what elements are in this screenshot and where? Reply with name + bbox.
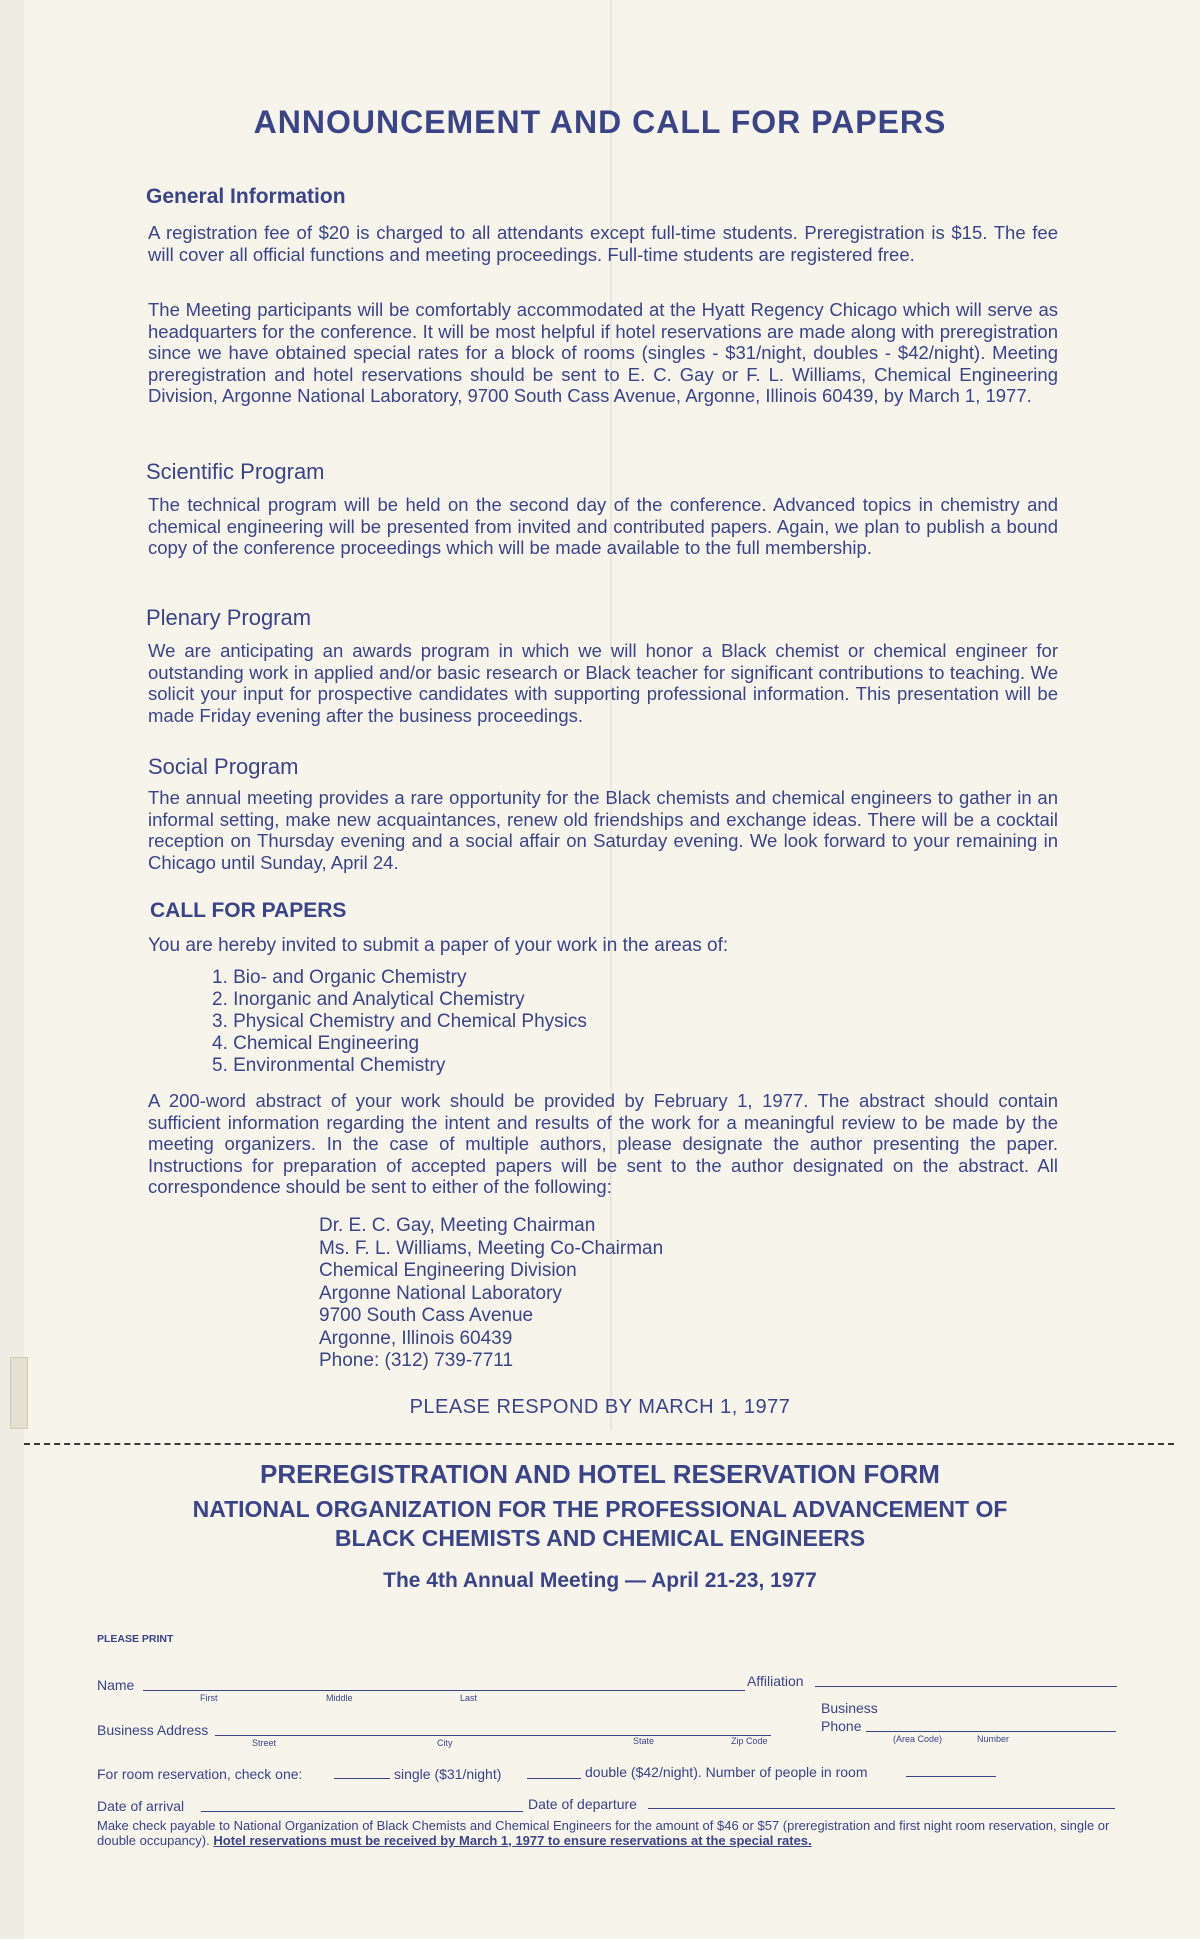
respond-by-notice: PLEASE RESPOND BY MARCH 1, 1977	[409, 1396, 791, 1418]
state-caption: State	[633, 1736, 655, 1746]
organization-name-line-2: BLACK CHEMISTS AND CHEMICAL ENGINEERS	[334, 1525, 866, 1551]
contact-line: Argonne, Illinois 60439	[319, 1327, 513, 1349]
first-name-caption: First	[200, 1693, 218, 1703]
please-print-label: PLEASE PRINT	[97, 1633, 174, 1645]
list-item: 1. Bio- and Organic Chemistry	[212, 967, 467, 988]
departure-date-field[interactable]	[648, 1808, 1115, 1809]
name-label: Name	[97, 1677, 135, 1693]
single-room-option: single ($31/night)	[394, 1766, 502, 1782]
room-reservation-label: For room reservation, check one:	[97, 1766, 303, 1782]
list-item: 2. Inorganic and Analytical Chemistry	[212, 989, 525, 1010]
plenary-program-heading: Plenary Program	[146, 605, 312, 630]
call-for-papers-heading: CALL FOR PAPERS	[150, 899, 347, 922]
social-program-paragraph: The annual meeting provides a rare opportunity for the Black chemists and chemical engineers to gather in an informal setting, make new acquaintances, renew old friendships and exchange ideas. There will be a cocktail reception on Thursday evening and a social affair on Saturday evening. We look forward to your remaining in Chicago until Sunday, April 24.	[148, 787, 1058, 873]
business-address-label: Business Address	[97, 1722, 209, 1738]
contact-line: Ms. F. L. Williams, Meeting Co-Chairman	[319, 1237, 664, 1259]
area-code-caption: (Area Code)	[893, 1734, 943, 1744]
contact-line: Dr. E. C. Gay, Meeting Chairman	[319, 1215, 596, 1236]
general-information-paragraph-1: A registration fee of $20 is charged to all attendants except full-time students. Preregistration is $15. The fee will cover all official functions and meeting proceedings. Full-time students are registered free.	[148, 222, 1058, 265]
list-item: 4. Chemical Engineering	[212, 1033, 420, 1054]
name-field[interactable]	[143, 1690, 745, 1691]
affiliation-field[interactable]	[815, 1686, 1117, 1687]
payment-instructions: Make check payable to National Organization of Black Chemists and Chemical Engineers for the amount of $46 or $57 (preregistration and first night room reservation, single or double occupancy).	[97, 1818, 1110, 1848]
organization-name	[0, 1495, 1200, 1553]
contact-line: Argonne National Laboratory	[319, 1282, 562, 1304]
contact-address-block	[319, 1215, 663, 1373]
last-name-caption: Last	[460, 1693, 478, 1703]
hotel-deadline-notice: Hotel reservations must be received by March 1, 1977 to ensure reservations at the special rates.	[213, 1833, 812, 1848]
payment-note	[97, 1818, 1125, 1848]
meeting-dates: The 4th Annual Meeting — April 21-23, 1977	[383, 1569, 817, 1592]
list-item: 3. Physical Chemistry and Chemical Physics	[212, 1011, 587, 1032]
affiliation-label: Affiliation	[747, 1673, 804, 1689]
list-item: 5. Environmental Chemistry	[212, 1055, 446, 1076]
phone-number-caption: Number	[977, 1734, 1010, 1744]
document-title: ANNOUNCEMENT AND CALL FOR PAPERS	[253, 104, 947, 140]
single-checkbox-blank[interactable]	[334, 1778, 390, 1779]
organization-name-line-1: NATIONAL ORGANIZATION FOR THE PROFESSIONAL ADVANCEMENT OF	[192, 1496, 1008, 1522]
scientific-program-heading: Scientific Program	[146, 459, 325, 484]
tear-off-line	[24, 1443, 1174, 1445]
paper-sheet	[24, 0, 1200, 1939]
contact-line: Chemical Engineering Division	[319, 1260, 577, 1281]
business-phone-field[interactable]	[866, 1731, 1116, 1732]
call-for-papers-intro: You are hereby invited to submit a paper of your work in the areas of:	[148, 935, 729, 956]
business-address-field[interactable]	[215, 1735, 771, 1736]
general-information-heading: General Information	[146, 185, 346, 208]
social-program-heading: Social Program	[148, 754, 299, 779]
people-in-room-field[interactable]	[906, 1776, 996, 1777]
phone-label: Phone	[821, 1718, 862, 1734]
double-room-option: double ($42/night). Number of people in room	[585, 1764, 868, 1780]
arrival-date-label: Date of arrival	[97, 1798, 185, 1814]
zip-code-caption: Zip Code	[731, 1736, 768, 1746]
middle-name-caption: Middle	[326, 1693, 353, 1703]
contact-line: Phone: (312) 739-7711	[319, 1350, 514, 1371]
paper-areas-list	[212, 967, 587, 1077]
street-caption: Street	[252, 1738, 277, 1748]
abstract-paragraph: A 200-word abstract of your work should be provided by February 1, 1977. The abstract should contain sufficient information regarding the intent and results of the work for a meaningful review to be made by the meeting organizers. In the case of multiple authors, please designate the author presenting the paper. Instructions for preparation of accepted papers will be sent to the author designated on the abstract. All correspondence should be sent to either of the following:	[148, 1090, 1058, 1197]
contact-line: 9700 South Cass Avenue	[319, 1305, 534, 1326]
arrival-date-field[interactable]	[201, 1811, 523, 1812]
double-checkbox-blank[interactable]	[527, 1778, 581, 1779]
departure-date-label: Date of departure	[528, 1796, 637, 1812]
form-title: PREREGISTRATION AND HOTEL RESERVATION FORM	[260, 1459, 940, 1489]
city-caption: City	[437, 1738, 453, 1748]
general-information-paragraph-2: The Meeting participants will be comfortably accommodated at the Hyatt Regency Chicago which will serve as headquarters for the conference. It will be most helpful if hotel reservations are made along with preregistration since we have obtained special rates for a block of rooms (singles - $31/night, doubles - $42/night). Meeting preregistration and hotel reservations should be sent to E. C. Gay or F. L. Williams, Chemical Engineering Division, Argonne National Laboratory, 9700 South Cass Avenue, Argonne, Illinois 60439, by March 1, 1977.	[148, 299, 1058, 406]
plenary-program-paragraph: We are anticipating an awards program in which we will honor a Black chemist or chemical engineer for outstanding work in applied and/or basic research or Black teacher for significant contributions to teaching. We solicit your input for prospective candidates with supporting professional information. This presentation will be made Friday evening after the business proceedings.	[148, 640, 1058, 726]
scientific-program-paragraph: The technical program will be held on the second day of the conference. Advanced topics in chemistry and chemical engineering will be presented from invited and contributed papers. Again, we plan to publish a bound copy of the conference proceedings which will be made available to the full membership.	[148, 494, 1058, 558]
business-label: Business	[821, 1700, 878, 1716]
